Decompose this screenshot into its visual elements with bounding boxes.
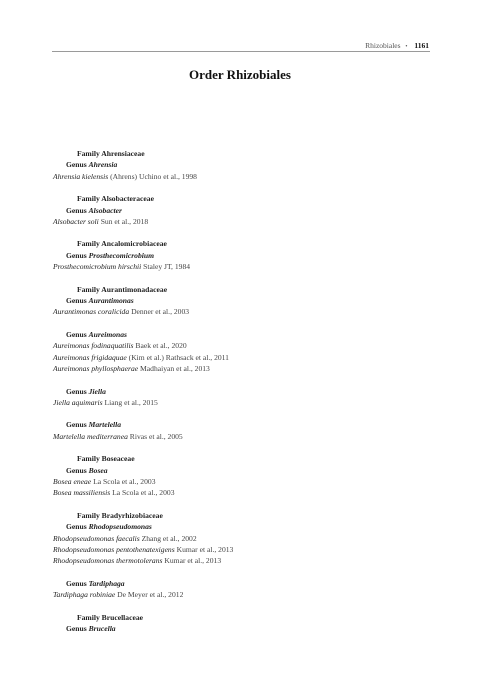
genus-prefix: Genus: [66, 522, 87, 532]
genus-name: Aureimonas: [88, 329, 127, 339]
species-name: Prosthecomicrobium hirschii: [53, 262, 142, 272]
species-entry: [53, 476, 453, 487]
genus-prefix: Genus: [66, 160, 87, 170]
species-authority: Kumar et al., 2013: [176, 544, 234, 554]
species-entry: [53, 363, 453, 374]
genus-heading: [53, 623, 453, 634]
species-entry: [53, 533, 453, 544]
taxon-block: [53, 238, 453, 272]
genus-name: Brucella: [88, 624, 116, 633]
species-authority: (Kim et al.) Rathsack et al., 2011: [128, 352, 229, 362]
genus-prefix: Genus: [66, 329, 87, 339]
genus-heading: [53, 295, 453, 306]
taxon-block: [53, 612, 453, 635]
taxon-block: [53, 329, 453, 375]
species-entry: [53, 555, 453, 566]
order-title: Order Rhizobiales: [189, 67, 291, 82]
species-entry: [53, 589, 453, 600]
taxon-block: [53, 453, 453, 499]
genus-heading: [53, 159, 453, 170]
taxon-block: [53, 148, 453, 182]
species-authority: Denner et al., 2003: [131, 307, 190, 317]
genus-name: Prosthecomicrobium: [88, 250, 154, 260]
taxon-block: [53, 510, 453, 567]
genus-prefix: Genus: [66, 250, 87, 260]
family-heading: Family Aurantimonadaceae: [77, 284, 168, 294]
species-entry: [53, 216, 453, 227]
genus-prefix: Genus: [66, 578, 87, 588]
species-name: Bosea massiliensis: [53, 488, 111, 498]
genus-heading: [53, 465, 453, 476]
species-entry: [53, 487, 453, 498]
species-name: Aureimonas fodinaquatilis: [53, 341, 134, 351]
species-name: Rhodopseudomonas faecalis: [53, 533, 140, 543]
genus-prefix: Genus: [66, 420, 87, 430]
genus-heading: [53, 329, 453, 340]
running-header-section: Rhizobiales: [365, 41, 401, 50]
taxon-block: [53, 284, 453, 318]
genus-heading: [53, 205, 453, 216]
species-authority: Staley JT, 1984: [143, 262, 191, 272]
taxon-block: [53, 578, 453, 601]
genus-name: Aurantimonas: [88, 296, 134, 306]
species-name: Ahrensia kielensis: [53, 171, 109, 181]
species-authority: De Meyer et al., 2012: [117, 590, 184, 600]
genus-name: Martelella: [88, 420, 122, 430]
genus-prefix: Genus: [66, 465, 87, 475]
species-entry: [53, 171, 453, 182]
genus-heading: [53, 386, 453, 397]
species-name: Alsobacter soli: [53, 217, 99, 227]
taxonomy-list: [53, 148, 453, 645]
species-authority: Madhaiyan et al., 2013: [140, 364, 210, 374]
genus-name: Rhodopseudomonas: [88, 522, 152, 532]
page-number: 1161: [414, 41, 429, 50]
family-heading: Family Bradyrhizobiaceae: [77, 510, 163, 520]
family-heading: Family Brucellaceae: [77, 612, 144, 622]
species-entry: [53, 306, 453, 317]
species-name: Rhodopseudomonas pentothenatexigens: [53, 544, 175, 554]
species-authority: Rivas et al., 2005: [129, 431, 183, 441]
taxon-block: [53, 386, 453, 409]
genus-name: Jiella: [88, 386, 106, 396]
genus-prefix: Genus: [66, 624, 87, 633]
genus-heading: [53, 250, 453, 261]
species-authority: (Ahrens) Uchino et al., 1998: [110, 171, 197, 181]
species-entry: [53, 261, 453, 272]
genus-name: Tardiphaga: [88, 578, 125, 588]
genus-prefix: Genus: [66, 296, 87, 306]
species-authority: Liang et al., 2015: [104, 397, 158, 407]
species-name: Aurantimonas coralicida: [53, 307, 130, 317]
species-entry: [53, 340, 453, 351]
running-header: [365, 41, 429, 50]
species-name: Aureimonas phyllosphaerae: [53, 364, 139, 374]
species-authority: Baek et al., 2020: [135, 341, 187, 351]
species-name: Martelella mediterranea: [53, 431, 128, 441]
species-authority: La Scola et al., 2003: [93, 476, 156, 486]
species-name: Tardiphaga robiniae: [53, 590, 116, 600]
species-authority: Zhang et al., 2002: [141, 533, 197, 543]
species-name: Bosea eneae: [53, 476, 92, 486]
genus-heading: [53, 521, 453, 532]
genus-name: Ahrensia: [88, 160, 118, 170]
species-authority: Sun et al., 2018: [100, 217, 149, 227]
species-entry: [53, 352, 453, 363]
taxon-block: [53, 193, 453, 227]
family-heading: Family Ancalomicrobiaceae: [77, 239, 167, 249]
family-heading: Family Boseaceae: [77, 454, 135, 464]
genus-name: Bosea: [88, 465, 108, 475]
family-heading: Family Alsobacteraceae: [77, 194, 154, 204]
species-name: Aureimonas frigidaquae: [53, 352, 127, 362]
genus-prefix: Genus: [66, 386, 87, 396]
species-entry: [53, 431, 453, 442]
species-name: Rhodopseudomonas thermotolerans: [53, 556, 163, 566]
species-name: Jiella aquimaris: [53, 397, 103, 407]
family-heading: Family Ahrensiaceae: [77, 149, 145, 158]
species-authority: La Scola et al., 2003: [112, 488, 175, 498]
genus-heading: [53, 578, 453, 589]
species-authority: Kumar et al., 2013: [164, 556, 222, 566]
genus-prefix: Genus: [66, 205, 87, 215]
genus-heading: [53, 419, 453, 430]
genus-name: Alsobacter: [88, 205, 122, 215]
species-entry: [53, 544, 453, 555]
taxon-block: [53, 419, 453, 442]
running-header-separator: •: [405, 44, 408, 50]
header-rule: [52, 51, 430, 52]
species-entry: [53, 397, 453, 408]
